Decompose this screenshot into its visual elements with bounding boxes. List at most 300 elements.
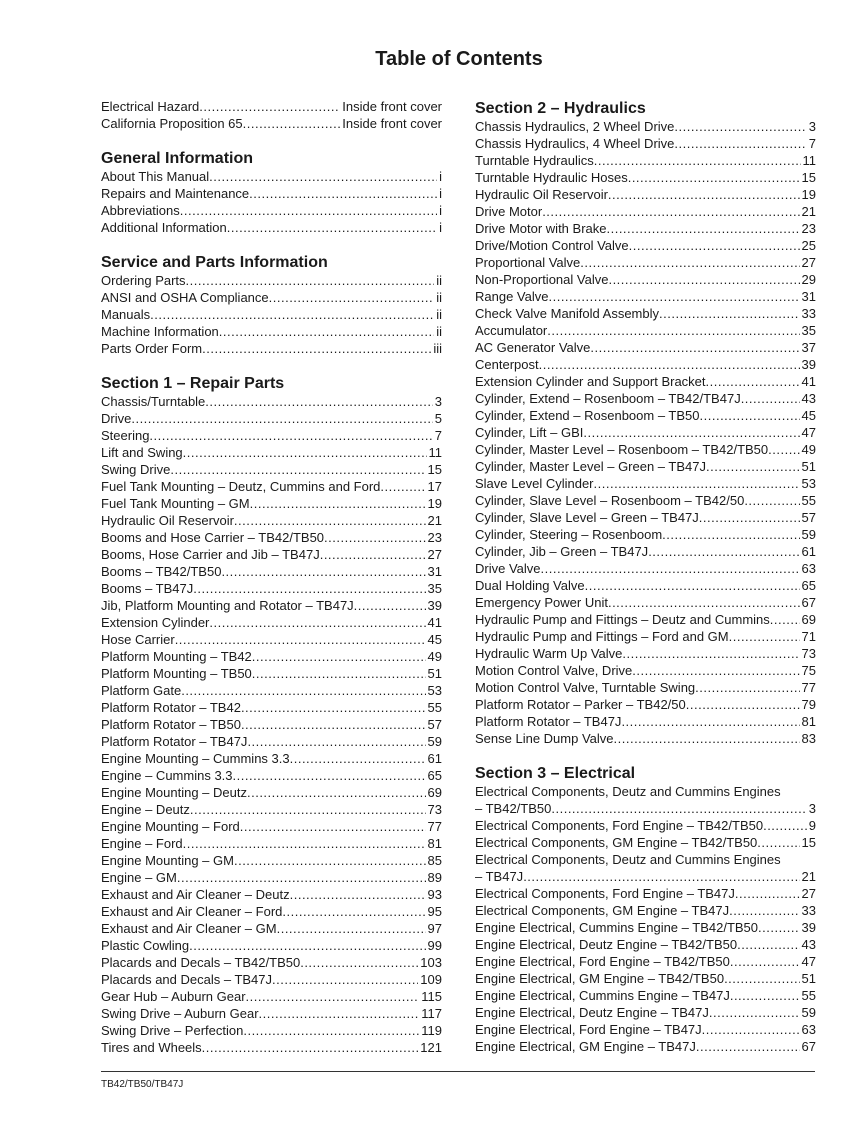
toc-entry-page[interactable]: 17 bbox=[427, 479, 442, 494]
toc-entry-label[interactable]: Electrical Components, GM Engine – TB42/TB50 bbox=[475, 835, 758, 850]
toc-entry-page[interactable]: 37 bbox=[801, 340, 816, 355]
toc-entry[interactable] bbox=[475, 645, 816, 662]
toc-entry-page[interactable]: 55 bbox=[801, 493, 816, 508]
toc-entry-page[interactable]: 3 bbox=[808, 119, 816, 134]
toc-entry-label[interactable]: Lift and Swing bbox=[101, 445, 183, 460]
toc-entry-page[interactable]: 35 bbox=[427, 581, 442, 596]
toc-entry-label[interactable]: Manuals bbox=[101, 307, 151, 322]
toc-entry-page[interactable]: 53 bbox=[801, 476, 816, 491]
toc-entry-label[interactable]: Non-Proportional Valve bbox=[475, 272, 609, 287]
toc-entry-page[interactable]: 61 bbox=[801, 544, 816, 559]
toc-entry-page[interactable]: 41 bbox=[427, 615, 442, 630]
toc-entry-label[interactable]: – TB47J bbox=[475, 869, 524, 884]
toc-entry-page[interactable]: 59 bbox=[801, 1005, 816, 1020]
toc-entry[interactable] bbox=[475, 936, 816, 953]
toc-entry[interactable] bbox=[475, 817, 816, 834]
toc-entry-page[interactable]: 121 bbox=[420, 1040, 442, 1055]
toc-entry-page[interactable]: 33 bbox=[801, 306, 816, 321]
toc-entry-label[interactable]: Electrical Components, GM Engine – TB47J bbox=[475, 903, 730, 918]
toc-entry-page[interactable]: 25 bbox=[801, 238, 816, 253]
toc-entry-label[interactable]: Electrical Components, Ford Engine – TB42/TB50 bbox=[475, 818, 764, 833]
toc-entry-page[interactable]: 45 bbox=[427, 632, 442, 647]
toc-entry[interactable] bbox=[101, 699, 442, 716]
toc-entry-label[interactable]: Additional Information bbox=[101, 220, 227, 235]
toc-entry-label[interactable]: Cylinder, Master Level – Rosenboom – TB42/TB50 bbox=[475, 442, 769, 457]
toc-entry-label[interactable]: Proportional Valve bbox=[475, 255, 581, 270]
toc-entry[interactable] bbox=[101, 716, 442, 733]
toc-entry-page[interactable]: 47 bbox=[801, 954, 816, 969]
toc-entry-page[interactable]: 49 bbox=[427, 649, 442, 664]
toc-entry-page[interactable]: 43 bbox=[801, 391, 816, 406]
toc-entry-page[interactable]: 43 bbox=[801, 937, 816, 952]
toc-entry[interactable] bbox=[101, 597, 442, 614]
toc-entry[interactable] bbox=[101, 682, 442, 699]
toc-entry-label[interactable]: Cylinder, Extend – Rosenboom – TB50 bbox=[475, 408, 700, 423]
toc-entry-label[interactable]: Chassis Hydraulics, 4 Wheel Drive bbox=[475, 136, 675, 151]
toc-entry[interactable] bbox=[475, 322, 816, 339]
toc-entry-page[interactable]: 51 bbox=[427, 666, 442, 681]
toc-entry-page[interactable]: 67 bbox=[801, 595, 816, 610]
toc-entry-page[interactable]: 79 bbox=[801, 697, 816, 712]
toc-entry-label[interactable]: Extension Cylinder bbox=[101, 615, 210, 630]
toc-entry[interactable] bbox=[101, 512, 442, 529]
toc-entry-page[interactable]: 89 bbox=[427, 870, 442, 885]
toc-entry[interactable] bbox=[101, 580, 442, 597]
toc-entry[interactable] bbox=[101, 869, 442, 886]
toc-entry-label[interactable]: Electrical Hazard bbox=[101, 99, 200, 114]
toc-entry-page[interactable]: 21 bbox=[427, 513, 442, 528]
toc-entry-page[interactable]: 63 bbox=[801, 1022, 816, 1037]
toc-entry-page[interactable]: 73 bbox=[801, 646, 816, 661]
toc-entry[interactable] bbox=[101, 219, 442, 236]
toc-entry-label[interactable]: Extension Cylinder and Support Bracket bbox=[475, 374, 706, 389]
toc-entry[interactable] bbox=[475, 987, 816, 1004]
toc-entry-label[interactable]: Slave Level Cylinder bbox=[475, 476, 594, 491]
toc-entry-page[interactable]: 15 bbox=[801, 170, 816, 185]
toc-entry-label[interactable]: Engine Electrical, GM Engine – TB47J bbox=[475, 1039, 696, 1054]
toc-entry[interactable] bbox=[475, 730, 816, 747]
toc-entry-label[interactable]: Cylinder, Slave Level – Green – TB47J bbox=[475, 510, 699, 525]
toc-entry-page[interactable]: 21 bbox=[801, 204, 816, 219]
toc-entry[interactable] bbox=[475, 560, 816, 577]
toc-entry[interactable] bbox=[101, 767, 442, 784]
toc-entry[interactable] bbox=[101, 495, 442, 512]
toc-entry-label[interactable]: Cylinder, Jib – Green – TB47J bbox=[475, 544, 649, 559]
toc-entry[interactable] bbox=[475, 152, 816, 169]
toc-entry[interactable] bbox=[475, 339, 816, 356]
toc-entry-label[interactable]: Engine Mounting – GM bbox=[101, 853, 234, 868]
toc-entry-page[interactable]: 49 bbox=[801, 442, 816, 457]
toc-entry-label[interactable]: Drive bbox=[101, 411, 132, 426]
toc-entry-page[interactable]: 55 bbox=[801, 988, 816, 1003]
toc-entry-page[interactable]: 11 bbox=[802, 153, 816, 168]
toc-entry-label[interactable]: Engine Electrical, Ford Engine – TB42/TB50 bbox=[475, 954, 730, 969]
toc-entry[interactable] bbox=[475, 662, 816, 679]
toc-entry-page[interactable]: 83 bbox=[801, 731, 816, 746]
toc-entry[interactable] bbox=[101, 563, 442, 580]
toc-entry-label[interactable]: Engine Electrical, GM Engine – TB42/TB50 bbox=[475, 971, 725, 986]
toc-entry-label[interactable]: Hydraulic Oil Reservoir bbox=[475, 187, 608, 202]
toc-entry-page[interactable]: 115 bbox=[421, 989, 442, 1004]
toc-entry-label[interactable]: Cylinder, Extend – Rosenboom – TB42/TB47J bbox=[475, 391, 741, 406]
toc-entry[interactable] bbox=[475, 1004, 816, 1021]
toc-entry-label[interactable]: Engine Electrical, Deutz Engine – TB42/TB50 bbox=[475, 937, 738, 952]
toc-entry-page[interactable]: 31 bbox=[801, 289, 816, 304]
toc-entry-page[interactable]: i bbox=[439, 203, 442, 218]
toc-entry[interactable] bbox=[475, 458, 816, 475]
toc-entry-page[interactable]: 77 bbox=[427, 819, 442, 834]
toc-entry-label[interactable]: Jib, Platform Mounting and Rotator – TB47J bbox=[101, 598, 354, 613]
toc-entry-page[interactable]: 109 bbox=[420, 972, 442, 987]
toc-entry[interactable] bbox=[101, 631, 442, 648]
toc-entry[interactable] bbox=[101, 185, 442, 202]
toc-entry-page[interactable]: 39 bbox=[801, 357, 816, 372]
toc-entry[interactable] bbox=[101, 852, 442, 869]
toc-entry[interactable] bbox=[101, 529, 442, 546]
toc-entry-label[interactable]: Exhaust and Air Cleaner – GM bbox=[101, 921, 277, 936]
toc-entry[interactable] bbox=[101, 665, 442, 682]
toc-entry-page[interactable]: iii bbox=[433, 341, 442, 356]
toc-entry[interactable] bbox=[101, 1022, 442, 1039]
toc-entry[interactable] bbox=[101, 461, 442, 478]
toc-entry-label[interactable]: Parts Order Form bbox=[101, 341, 203, 356]
toc-entry[interactable] bbox=[475, 356, 816, 373]
toc-entry[interactable] bbox=[475, 169, 816, 186]
toc-entry[interactable] bbox=[101, 168, 442, 185]
toc-entry[interactable] bbox=[101, 272, 442, 289]
toc-entry[interactable] bbox=[475, 868, 816, 885]
toc-entry[interactable] bbox=[475, 953, 816, 970]
toc-entry[interactable] bbox=[475, 611, 816, 628]
toc-entry-label[interactable]: Platform Gate bbox=[101, 683, 182, 698]
toc-entry[interactable] bbox=[475, 902, 816, 919]
toc-entry[interactable] bbox=[101, 115, 442, 132]
toc-entry[interactable] bbox=[475, 834, 816, 851]
toc-entry[interactable] bbox=[475, 628, 816, 645]
toc-entry-page[interactable]: 9 bbox=[808, 818, 816, 833]
toc-entry-page[interactable]: 57 bbox=[801, 510, 816, 525]
toc-entry[interactable] bbox=[475, 373, 816, 390]
toc-entry-first-line[interactable]: Electrical Components, Deutz and Cummins Engines bbox=[475, 852, 781, 867]
toc-entry[interactable] bbox=[101, 954, 442, 971]
toc-entry-label[interactable]: Drive Motor with Brake bbox=[475, 221, 607, 236]
toc-entry-label[interactable]: Tires and Wheels bbox=[101, 1040, 202, 1055]
toc-entry-label[interactable]: Engine – Ford bbox=[101, 836, 183, 851]
toc-entry-page[interactable]: 31 bbox=[427, 564, 442, 579]
toc-entry-page[interactable]: 65 bbox=[427, 768, 442, 783]
toc-entry-label[interactable]: Chassis Hydraulics, 2 Wheel Drive bbox=[475, 119, 675, 134]
toc-entry-page[interactable]: i bbox=[439, 220, 442, 235]
toc-entry[interactable] bbox=[101, 971, 442, 988]
toc-entry-label[interactable]: Placards and Decals – TB47J bbox=[101, 972, 273, 987]
toc-entry[interactable] bbox=[101, 835, 442, 852]
toc-entry-page[interactable]: 15 bbox=[801, 835, 816, 850]
toc-entry[interactable] bbox=[475, 118, 816, 135]
toc-entry-label[interactable]: Drive/Motion Control Valve bbox=[475, 238, 629, 253]
toc-entry-label[interactable]: Hydraulic Pump and Fittings – Deutz and Cummins bbox=[475, 612, 770, 627]
toc-entry[interactable] bbox=[475, 1021, 816, 1038]
toc-entry[interactable] bbox=[475, 509, 816, 526]
toc-entry-label[interactable]: Swing Drive bbox=[101, 462, 171, 477]
toc-entry-label[interactable]: Engine Mounting – Deutz bbox=[101, 785, 247, 800]
toc-entry[interactable] bbox=[475, 526, 816, 543]
toc-entry-label[interactable]: ANSI and OSHA Compliance bbox=[101, 290, 269, 305]
toc-entry-label[interactable]: Engine Mounting – Ford bbox=[101, 819, 240, 834]
toc-entry[interactable] bbox=[475, 288, 816, 305]
toc-entry-page[interactable]: 19 bbox=[427, 496, 442, 511]
toc-entry[interactable] bbox=[475, 305, 816, 322]
toc-entry-label[interactable]: Platform Mounting – TB50 bbox=[101, 666, 252, 681]
toc-entry-label[interactable]: Sense Line Dump Valve bbox=[475, 731, 614, 746]
toc-entry-label[interactable]: Plastic Cowling bbox=[101, 938, 190, 953]
toc-entry-label[interactable]: Dual Holding Valve bbox=[475, 578, 585, 593]
toc-entry-label[interactable]: Cylinder, Steering – Rosenboom bbox=[475, 527, 663, 542]
toc-entry-page[interactable]: 3 bbox=[808, 801, 816, 816]
toc-entry-label[interactable]: Platform Rotator – Parker – TB42/50 bbox=[475, 697, 686, 712]
toc-entry[interactable] bbox=[475, 186, 816, 203]
toc-entry-label[interactable]: Abbreviations bbox=[101, 203, 180, 218]
toc-entry-page[interactable]: 39 bbox=[427, 598, 442, 613]
toc-entry[interactable] bbox=[101, 1005, 442, 1022]
toc-entry-page[interactable]: 35 bbox=[801, 323, 816, 338]
toc-entry[interactable] bbox=[475, 424, 816, 441]
toc-entry-page[interactable]: 47 bbox=[801, 425, 816, 440]
toc-entry-page[interactable]: 39 bbox=[801, 920, 816, 935]
toc-entry-label[interactable]: About This Manual bbox=[101, 169, 210, 184]
toc-entry-page[interactable]: 119 bbox=[421, 1023, 442, 1038]
toc-entry-page[interactable]: 75 bbox=[801, 663, 816, 678]
toc-entry-label[interactable]: Engine Mounting – Cummins 3.3 bbox=[101, 751, 290, 766]
toc-entry-label[interactable]: Range Valve bbox=[475, 289, 549, 304]
toc-entry-label[interactable]: Exhaust and Air Cleaner – Ford bbox=[101, 904, 283, 919]
toc-entry[interactable] bbox=[475, 390, 816, 407]
toc-entry[interactable] bbox=[101, 410, 442, 427]
toc-entry[interactable] bbox=[475, 237, 816, 254]
toc-entry-label[interactable]: Emergency Power Unit bbox=[475, 595, 608, 610]
toc-entry-label[interactable]: Steering bbox=[101, 428, 150, 443]
toc-entry-label[interactable]: Engine Electrical, Cummins Engine – TB47J bbox=[475, 988, 730, 1003]
toc-entry-page[interactable]: 61 bbox=[427, 751, 442, 766]
toc-entry[interactable] bbox=[101, 801, 442, 818]
toc-entry-label[interactable]: Engine – Cummins 3.3 bbox=[101, 768, 233, 783]
toc-entry[interactable] bbox=[101, 920, 442, 937]
toc-entry-page[interactable]: 11 bbox=[428, 445, 442, 460]
toc-entry-page[interactable]: 51 bbox=[801, 971, 816, 986]
toc-entry[interactable] bbox=[101, 393, 442, 410]
toc-entry-label[interactable]: Ordering Parts bbox=[101, 273, 186, 288]
toc-entry-label[interactable]: Gear Hub – Auburn Gear bbox=[101, 989, 246, 1004]
toc-entry[interactable] bbox=[475, 135, 816, 152]
toc-entry-label[interactable]: Cylinder, Lift – GBI bbox=[475, 425, 584, 440]
toc-entry[interactable] bbox=[475, 679, 816, 696]
toc-entry-first-line[interactable]: Electrical Components, Deutz and Cummins Engines bbox=[475, 784, 781, 799]
toc-entry-label[interactable]: Centerpost bbox=[475, 357, 539, 372]
toc-entry-page[interactable]: 33 bbox=[801, 903, 816, 918]
toc-entry-label[interactable]: Chassis/Turntable bbox=[101, 394, 206, 409]
toc-entry-page[interactable]: Inside front cover bbox=[342, 99, 442, 114]
toc-entry-label[interactable]: Drive Valve bbox=[475, 561, 541, 576]
toc-entry-label[interactable]: Cylinder, Master Level – Green – TB47J bbox=[475, 459, 706, 474]
toc-entry-label[interactable]: Engine Electrical, Deutz Engine – TB47J bbox=[475, 1005, 709, 1020]
toc-entry-label[interactable]: Platform Rotator – TB47J bbox=[101, 734, 248, 749]
toc-entry-page[interactable]: 65 bbox=[801, 578, 816, 593]
toc-entry-page[interactable]: 103 bbox=[420, 955, 442, 970]
toc-entry[interactable] bbox=[475, 475, 816, 492]
toc-entry[interactable] bbox=[101, 340, 442, 357]
toc-entry[interactable] bbox=[101, 886, 442, 903]
toc-entry-label[interactable]: Booms – TB47J bbox=[101, 581, 194, 596]
toc-entry-label[interactable]: Swing Drive – Auburn Gear bbox=[101, 1006, 259, 1021]
toc-entry-page[interactable]: 95 bbox=[427, 904, 442, 919]
toc-entry-page[interactable]: 57 bbox=[427, 717, 442, 732]
toc-entry-label[interactable]: Cylinder, Slave Level – Rosenboom – TB42/50 bbox=[475, 493, 745, 508]
toc-entry[interactable] bbox=[101, 733, 442, 750]
toc-entry-label[interactable]: Booms, Hose Carrier and Jib – TB47J bbox=[101, 547, 320, 562]
toc-entry-page[interactable]: 27 bbox=[801, 886, 816, 901]
toc-entry[interactable] bbox=[101, 289, 442, 306]
toc-entry-label[interactable]: Platform Rotator – TB50 bbox=[101, 717, 241, 732]
toc-entry-page[interactable]: ii bbox=[436, 324, 442, 339]
toc-entry-label[interactable]: Check Valve Manifold Assembly bbox=[475, 306, 660, 321]
toc-entry[interactable] bbox=[101, 98, 442, 115]
toc-entry-page[interactable]: i bbox=[439, 186, 442, 201]
toc-entry-label[interactable]: Hose Carrier bbox=[101, 632, 175, 647]
toc-entry[interactable] bbox=[475, 271, 816, 288]
toc-entry[interactable] bbox=[101, 427, 442, 444]
toc-entry[interactable] bbox=[475, 203, 816, 220]
toc-entry[interactable] bbox=[475, 885, 816, 902]
toc-entry[interactable] bbox=[475, 220, 816, 237]
toc-entry-page[interactable]: 69 bbox=[427, 785, 442, 800]
toc-entry[interactable] bbox=[101, 306, 442, 323]
toc-entry-label[interactable]: California Proposition 65 bbox=[101, 116, 243, 131]
toc-entry[interactable] bbox=[101, 614, 442, 631]
toc-entry-page[interactable]: 23 bbox=[801, 221, 816, 236]
toc-entry[interactable] bbox=[101, 444, 442, 461]
toc-entry-page[interactable]: 97 bbox=[427, 921, 442, 936]
toc-entry-label[interactable]: Platform Rotator – TB42 bbox=[101, 700, 241, 715]
toc-entry-label[interactable]: Booms – TB42/TB50 bbox=[101, 564, 222, 579]
toc-entry[interactable] bbox=[475, 1038, 816, 1055]
toc-entry-label[interactable]: Electrical Components, Ford Engine – TB47J bbox=[475, 886, 735, 901]
toc-entry[interactable] bbox=[101, 750, 442, 767]
toc-entry[interactable] bbox=[475, 577, 816, 594]
toc-entry-label[interactable]: Hydraulic Warm Up Valve bbox=[475, 646, 623, 661]
toc-entry-label[interactable]: AC Generator Valve bbox=[475, 340, 591, 355]
toc-entry-label[interactable]: Turntable Hydraulics bbox=[475, 153, 594, 168]
toc-entry[interactable] bbox=[475, 919, 816, 936]
toc-entry-page[interactable]: 77 bbox=[801, 680, 816, 695]
toc-entry[interactable] bbox=[475, 713, 816, 730]
toc-entry-label[interactable]: Swing Drive – Perfection bbox=[101, 1023, 244, 1038]
toc-entry-page[interactable]: 67 bbox=[801, 1039, 816, 1054]
toc-entry[interactable] bbox=[101, 784, 442, 801]
toc-entry[interactable] bbox=[475, 441, 816, 458]
toc-entry[interactable] bbox=[101, 1039, 442, 1056]
toc-entry-label[interactable]: Exhaust and Air Cleaner – Deutz bbox=[101, 887, 290, 902]
toc-entry-label[interactable]: Turntable Hydraulic Hoses bbox=[475, 170, 628, 185]
toc-entry-page[interactable]: i bbox=[439, 169, 442, 184]
toc-entry-label[interactable]: Machine Information bbox=[101, 324, 219, 339]
toc-entry-page[interactable]: 7 bbox=[808, 136, 816, 151]
toc-entry-label[interactable]: Engine – GM bbox=[101, 870, 177, 885]
toc-entry-label[interactable]: Engine – Deutz bbox=[101, 802, 190, 817]
toc-entry[interactable] bbox=[475, 543, 816, 560]
toc-entry-label[interactable]: Drive Motor bbox=[475, 204, 543, 219]
toc-entry[interactable] bbox=[101, 937, 442, 954]
toc-entry-page[interactable]: 15 bbox=[427, 462, 442, 477]
toc-entry-page[interactable]: 117 bbox=[421, 1006, 442, 1021]
toc-entry-label[interactable]: Engine Electrical, Cummins Engine – TB42/TB50 bbox=[475, 920, 759, 935]
toc-entry-label[interactable]: Repairs and Maintenance bbox=[101, 186, 250, 201]
toc-entry-label[interactable]: Platform Rotator – TB47J bbox=[475, 714, 622, 729]
toc-entry-label[interactable]: Accumulator bbox=[475, 323, 548, 338]
toc-entry[interactable] bbox=[101, 202, 442, 219]
toc-entry-label[interactable]: Hydraulic Pump and Fittings – Ford and GM bbox=[475, 629, 729, 644]
toc-entry-page[interactable]: 27 bbox=[427, 547, 442, 562]
toc-entry-label[interactable]: Engine Electrical, Ford Engine – TB47J bbox=[475, 1022, 702, 1037]
toc-entry[interactable] bbox=[101, 648, 442, 665]
toc-entry[interactable] bbox=[475, 254, 816, 271]
toc-entry-label[interactable]: Booms and Hose Carrier – TB42/TB50 bbox=[101, 530, 325, 545]
toc-entry-page[interactable]: 81 bbox=[427, 836, 442, 851]
toc-entry-label[interactable]: Hydraulic Oil Reservoir bbox=[101, 513, 234, 528]
toc-entry-page[interactable]: 7 bbox=[434, 428, 442, 443]
toc-entry-page[interactable]: 73 bbox=[427, 802, 442, 817]
toc-entry-page[interactable]: 81 bbox=[801, 714, 816, 729]
toc-entry-page[interactable]: 63 bbox=[801, 561, 816, 576]
toc-entry-label[interactable]: Motion Control Valve, Drive bbox=[475, 663, 633, 678]
toc-entry-page[interactable]: 21 bbox=[801, 869, 816, 884]
toc-entry-page[interactable]: 3 bbox=[434, 394, 442, 409]
toc-entry[interactable] bbox=[475, 492, 816, 509]
toc-entry[interactable] bbox=[101, 546, 442, 563]
toc-entry[interactable] bbox=[475, 970, 816, 987]
toc-entry-page[interactable]: Inside front cover bbox=[342, 116, 442, 131]
toc-entry-page[interactable]: 85 bbox=[427, 853, 442, 868]
toc-entry-page[interactable]: 55 bbox=[427, 700, 442, 715]
toc-entry-page[interactable]: 53 bbox=[427, 683, 442, 698]
toc-entry-label[interactable]: – TB42/TB50 bbox=[475, 801, 552, 816]
toc-entry-page[interactable]: 71 bbox=[801, 629, 816, 644]
toc-entry[interactable] bbox=[101, 323, 442, 340]
toc-entry[interactable] bbox=[101, 988, 442, 1005]
toc-entry[interactable] bbox=[475, 407, 816, 424]
toc-entry[interactable] bbox=[475, 594, 816, 611]
toc-entry-page[interactable]: ii bbox=[436, 290, 442, 305]
toc-entry-page[interactable]: 51 bbox=[801, 459, 816, 474]
toc-entry-page[interactable]: 27 bbox=[801, 255, 816, 270]
toc-entry-label[interactable]: Placards and Decals – TB42/TB50 bbox=[101, 955, 301, 970]
toc-entry-page[interactable]: 45 bbox=[801, 408, 816, 423]
toc-entry-page[interactable]: 99 bbox=[427, 938, 442, 953]
toc-entry-page[interactable]: ii bbox=[436, 273, 442, 288]
toc-entry-page[interactable]: 23 bbox=[427, 530, 442, 545]
toc-entry-page[interactable]: 41 bbox=[801, 374, 816, 389]
toc-entry-page[interactable]: 59 bbox=[801, 527, 816, 542]
toc-entry-page[interactable]: 5 bbox=[434, 411, 442, 426]
toc-entry-label[interactable]: Motion Control Valve, Turntable Swing bbox=[475, 680, 696, 695]
toc-entry-page[interactable]: 19 bbox=[801, 187, 816, 202]
toc-entry-page[interactable]: 93 bbox=[427, 887, 442, 902]
toc-entry-label[interactable]: Fuel Tank Mounting – GM bbox=[101, 496, 250, 511]
toc-entry[interactable] bbox=[101, 818, 442, 835]
toc-entry[interactable] bbox=[475, 696, 816, 713]
toc-entry[interactable] bbox=[475, 800, 816, 817]
toc-entry-label[interactable]: Fuel Tank Mounting – Deutz, Cummins and Ford bbox=[101, 479, 381, 494]
toc-entry[interactable] bbox=[101, 478, 442, 495]
toc-entry-page[interactable]: ii bbox=[436, 307, 442, 322]
